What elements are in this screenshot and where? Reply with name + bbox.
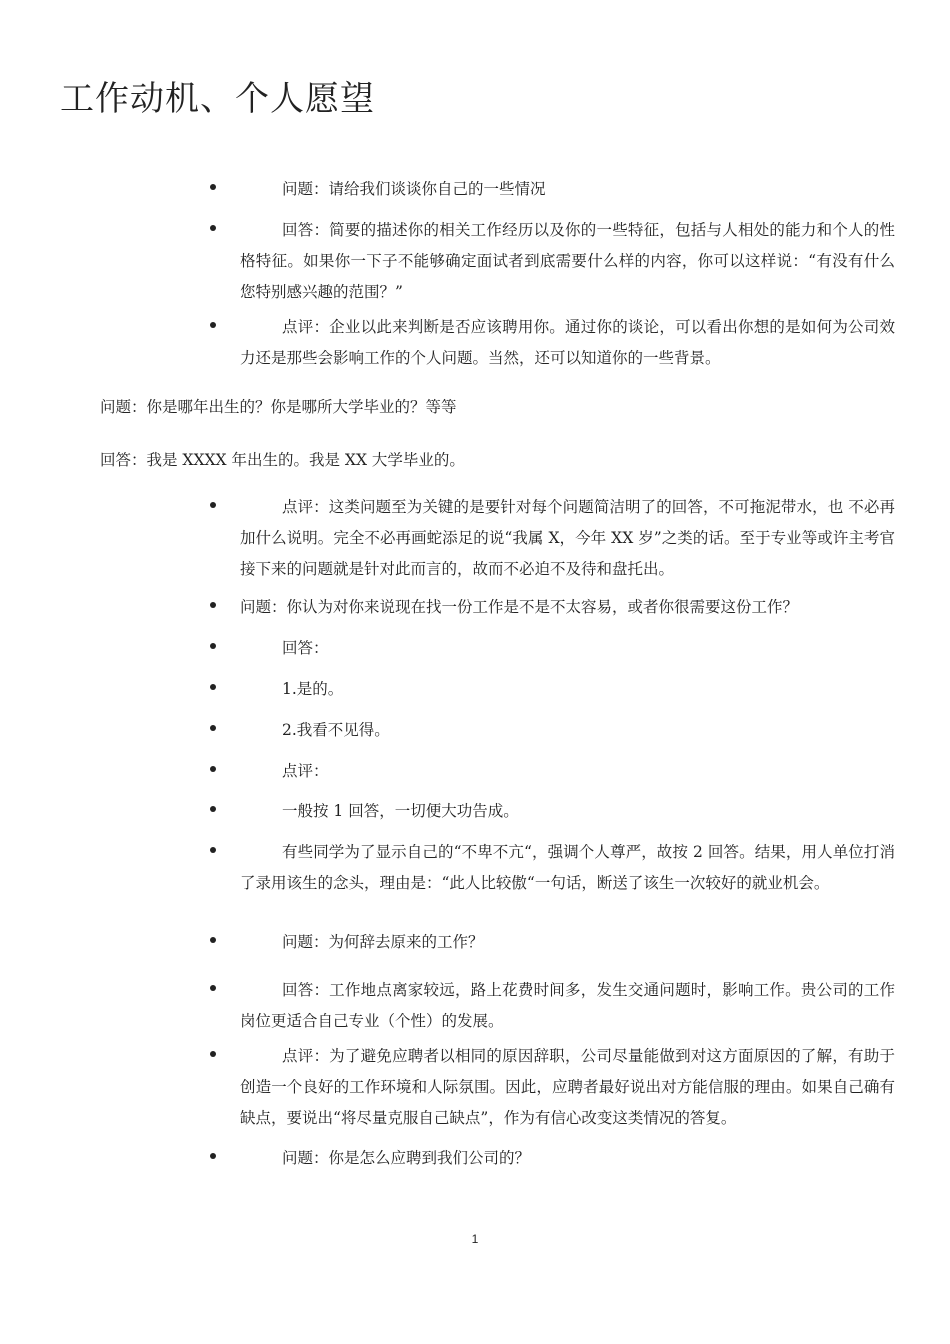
- bullet-icon: [210, 847, 216, 853]
- list-item: [240, 715, 895, 746]
- list-item-text: 问题：为何辞去原来的工作？: [282, 933, 484, 951]
- bullet-icon: [210, 184, 216, 190]
- bullet-icon: [210, 937, 216, 943]
- list-item: [240, 633, 895, 664]
- list-item: [240, 756, 895, 787]
- list-item: [240, 592, 895, 623]
- list-item-text: 回答：: [282, 639, 329, 657]
- bullet-icon: [210, 322, 216, 328]
- bullet-icon: [210, 225, 216, 231]
- list-item: [240, 837, 895, 899]
- list-item-text: 一般按 1 回答，一切便大功告成。: [282, 802, 519, 820]
- list-item-text: 有些同学为了显示自己的“不卑不亢“，强调个人尊严，故按 2 回答。结果，用人单位打消了录用该生的念头，理由是：“此人比较傲“一句话，断送了该生一次较好的就业机会。: [240, 843, 895, 892]
- bullet-icon: [210, 1153, 216, 1159]
- list-item: [240, 492, 895, 585]
- bullet-icon: [210, 643, 216, 649]
- bullet-icon: [210, 725, 216, 731]
- list-item: [240, 674, 895, 705]
- bullet-icon: [210, 602, 216, 608]
- list-item-text: 点评：: [282, 762, 329, 780]
- bullet-icon: [210, 684, 216, 690]
- list-item: [240, 215, 895, 308]
- list-item-text: 问题：你是怎么应聘到我们公司的？: [282, 1149, 531, 1167]
- list-item-text: 点评：这类问题至为关键的是要针对每个问题简洁明了的回答，不可拖泥带水，也 不必再加什么说明。完全不必再画蛇添足的说“我属 X，今年 XX 岁”之类的话。至于专业等或许主考官接下来的问题就是针对此而言的，故而不必迫不及待和盘托出。: [240, 498, 895, 578]
- list-item: [240, 975, 895, 1037]
- list-item: [240, 796, 895, 827]
- list-item-text: 点评：为了避免应聘者以相同的原因辞职，公司尽量能做到对这方面原因的了解，有助于创造一个良好的工作环境和人际氛围。因此，应聘者最好说出对方能信服的理由。如果自己确有缺点，要说出“将尽量克服自己缺点”，作为有信心改变这类情况的答复。: [240, 1047, 895, 1127]
- list-item-text: 问题：你认为对你来说现在找一份工作是不是不太容易，或者你很需要这份工作？: [240, 598, 799, 616]
- list-item: [240, 1041, 895, 1134]
- list-item-text: 回答：简要的描述你的相关工作经历以及你的一些特征，包括与人相处的能力和个人的性格特征。如果你一下子不能够确定面试者到底需要什么样的内容，你可以这样说：“有没有什么您特别感兴趣的范围？”: [240, 221, 895, 301]
- list-item-text: 点评：企业以此来判断是否应该聘用你。通过你的谈论，可以看出你想的是如何为公司效力还是那些会影响工作的个人问题。当然，还可以知道你的一些背景。: [240, 318, 895, 367]
- document-title: 工作动机、个人愿望: [60, 79, 375, 119]
- list-item: [240, 312, 895, 374]
- bullet-icon: [210, 1051, 216, 1057]
- page-number: 1: [471, 1232, 479, 1246]
- list-item: [240, 1143, 895, 1174]
- bullet-icon: [210, 766, 216, 772]
- bullet-icon: [210, 806, 216, 812]
- list-item-text: 问题：请给我们谈谈你自己的一些情况: [282, 180, 546, 198]
- list-item-text: 2.我看不见得。: [282, 721, 390, 739]
- bullet-icon: [210, 985, 216, 991]
- list-item: [240, 174, 895, 205]
- paragraph-question: 问题：你是哪年出生的？你是哪所大学毕业的？等等: [100, 398, 457, 416]
- bullet-icon: [210, 502, 216, 508]
- list-item: [240, 927, 895, 958]
- list-item-text: 回答：工作地点离家较远，路上花费时间多，发生交通问题时，影响工作。贵公司的工作岗位更适合自己专业（个性）的发展。: [240, 981, 895, 1030]
- list-item-text: 1.是的。: [282, 680, 344, 698]
- paragraph-answer: 回答：我是 XXXX 年出生的。我是 XX 大学毕业的。: [100, 451, 465, 469]
